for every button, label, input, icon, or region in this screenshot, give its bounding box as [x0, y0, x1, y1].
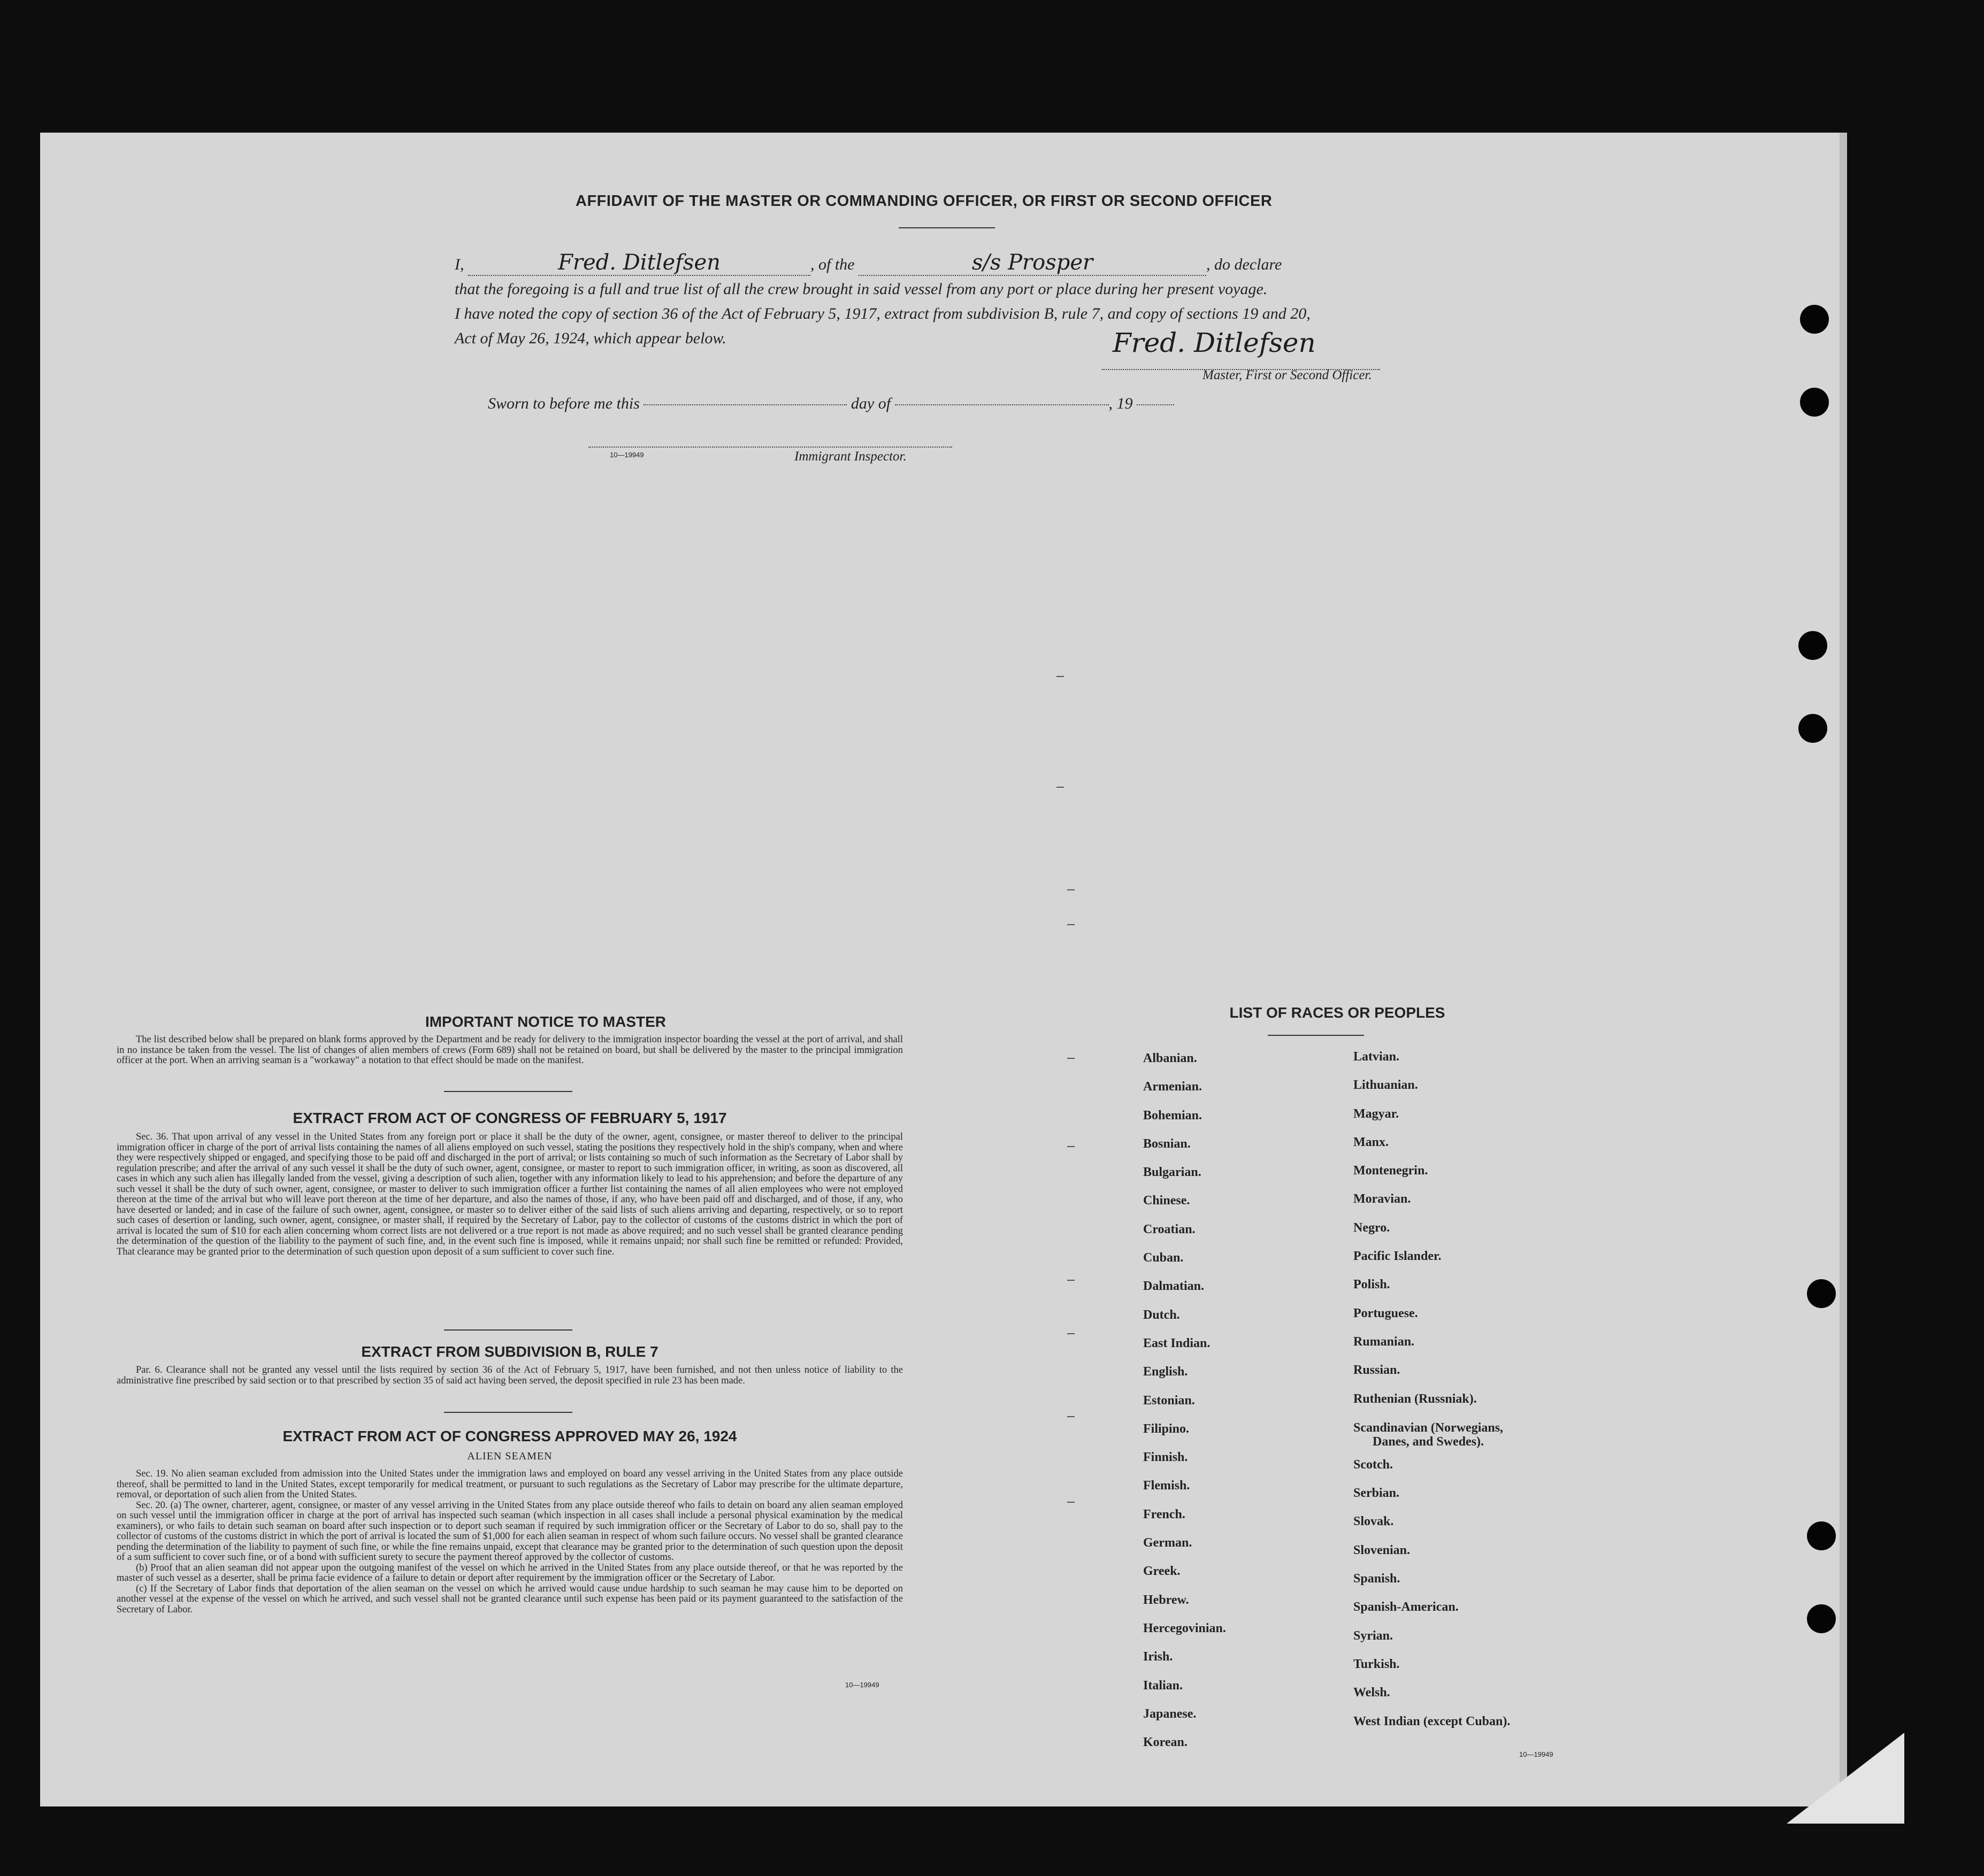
race-item: Rumanian.: [1353, 1334, 1415, 1349]
race-item: Dutch.: [1143, 1308, 1180, 1322]
paragraph-6-text: Par. 6. Clearance shall not be granted any vessel until the lists required by section 36 of the Act of February 5, 1917, have been furnished, and not then unless notice of liability to the administrative fine prescribed by said section or to that prescribed by section 35 of said act having been served, the deposit specified in rule 23 has been made.: [117, 1365, 903, 1386]
race-item: Japanese.: [1143, 1706, 1197, 1721]
race-item: Portuguese.: [1353, 1306, 1418, 1320]
race-item: Magyar.: [1353, 1106, 1399, 1121]
section-19-text: Sec. 19. No alien seaman excluded from admission into the United States under the immigration laws and employed on board any vessel arriving in the United States from any place outside thereof, shall be permitted to land in the United States, except temporarily for medical treatment, or pursuant to such regulations as the Secretary of Labor may prescribe for the ultimate departure, removal, or deportation of such alien from the United States.: [117, 1468, 903, 1500]
sworn-prefix: Sworn to before me this: [488, 395, 640, 412]
punch-hole: [1798, 631, 1827, 660]
signature-caption: Master, First or Second Officer.: [1202, 368, 1372, 382]
extract-1924-body: [117, 1469, 903, 1615]
race-item: Spanish-American.: [1353, 1600, 1459, 1614]
race-item: Slovak.: [1353, 1514, 1394, 1529]
sworn-month-blank: [895, 404, 1109, 405]
race-item: Bulgarian.: [1143, 1165, 1201, 1180]
section-36-text: Sec. 36. That upon arrival of any vessel in the United States from any foreign port or place it shall be the duty of the owner, agent, consignee, or master thereof to deliver to the principal immigration officer in charge of the port of arrival lists containing the names of all aliens employed on such vessel, stating the positions they respectively hold in the ship's company, when and where they were respectively shipped or engaged, and specifying those to be paid off and discharged in the port of arrival; or lists containing so much of such information as the Secretary of Labor shall by regulation prescribe; and after the arrival of any such vessel it shall be the duty of such owner, agent, consignee, or master to report to such immigration officer, in writing, as soon as discovered, all cases in which any such alien has illegally landed from the vessel, giving a description of such alien, together with any information likely to lead to his apprehension; and before the departure of any such vessel it shall be the duty of such owner, agent, consignee, or master to deliver to such immigration officer a further list containing the names of all alien employees who were not employed thereon at the time of the arrival but who will leave port thereon at the time of her departure, and also the names of those, if any, who have been paid off and discharged, and of those, if any, who have deserted or landed; and in case of the failure of such owner, agent, consignee, or master so to deliver either of the said lists of such aliens arriving and departing, respectively, or so to report such cases of desertion or landing, such owner, agent, consignee, or master shall, if required by the Secretary of Labor, pay to the collector of customs of the customs district in which the port of arrival is located the sum of $10 for each alien concerning whom correct lists are not delivered or a true report is not made as above required; and no such vessel shall be granted clearance pending the determination of the question of the liability to the payment of such fine, and, in the event such fine is imposed, while it remains unpaid; nor shall such fine be remitted or refunded: Provided, That clearance may be granted prior to the determination of such question upon deposit of a sum sufficient to cover such fine.: [117, 1132, 903, 1257]
punch-hole: [1798, 714, 1827, 743]
affidavit-line-1: [455, 250, 1466, 277]
race-item: West Indian (except Cuban).: [1353, 1714, 1511, 1728]
race-item: Korean.: [1143, 1735, 1188, 1750]
rule-7-body: [117, 1365, 903, 1386]
race-item: Irish.: [1143, 1650, 1173, 1664]
inspector-signature-line: [588, 447, 952, 448]
race-item: Latvian.: [1353, 1050, 1400, 1064]
race-item: Moravian.: [1353, 1192, 1411, 1206]
vessel-name-handwritten: s/s Prosper: [859, 250, 1206, 276]
race-item: Chinese.: [1143, 1194, 1190, 1208]
sworn-year-label: , 19: [1108, 395, 1133, 412]
notice-body: [117, 1035, 903, 1066]
notice-title: IMPORTANT NOTICE TO MASTER: [425, 1013, 667, 1030]
race-item: German.: [1143, 1536, 1192, 1550]
extract-1924-subtitle: ALIEN SEAMEN: [467, 1450, 553, 1462]
race-item: French.: [1143, 1507, 1185, 1521]
race-item: Russian.: [1353, 1363, 1400, 1378]
section-divider: [444, 1329, 572, 1331]
punch-hole: [1800, 305, 1829, 334]
race-item: Polish.: [1353, 1278, 1390, 1292]
race-item: Filipino.: [1143, 1421, 1190, 1436]
document-title: AFFIDAVIT OF THE MASTER OR COMMANDING OFFICER, OR FIRST OR SECOND OFFICER: [576, 193, 1273, 210]
extract-1917-body: [117, 1132, 903, 1257]
race-item: Negro.: [1353, 1220, 1390, 1235]
sworn-year-blank: [1137, 404, 1174, 405]
punch-hole: [1807, 1604, 1836, 1633]
races-column-1: [1143, 1044, 1226, 1757]
sworn-day-label: day of: [851, 395, 891, 412]
race-item: Welsh.: [1353, 1686, 1390, 1700]
title-divider: [899, 227, 995, 228]
race-item: Bosnian.: [1143, 1136, 1191, 1151]
race-item: Lithuanian.: [1353, 1078, 1418, 1093]
inspector-caption: Immigrant Inspector.: [794, 449, 907, 464]
notice-text: The list described below shall be prepared on blank forms approved by the Department and be ready for delivery to the immigration inspector boarding the vessel at the port of arrival, and shall in no instance be taken from the vessel. The list of changes of alien members of crews (Form 689) shall not be retained on board, but shall be delivered by the master to the principal immigration officer at the port. When an arriving seaman is a "workaway" a notation to that effect should be made on the manifest.: [117, 1034, 903, 1066]
extract-1924-title: EXTRACT FROM ACT OF CONGRESS APPROVED MAY 26, 1924: [282, 1428, 737, 1444]
race-item: Estonian.: [1143, 1393, 1195, 1408]
section-20b-text: (b) Proof that an alien seaman did not appear upon the outgoing manifest of the vessel on which he arrived in the United States from any place outside thereof, or that he was reported by the master of such vessel as a deserter, shall be prima facie evidence of a failure to detain or deport after requirement by the immigration officer or the Secretary of Labor.: [117, 1562, 903, 1583]
punch-hole: [1807, 1521, 1836, 1550]
race-item: Bohemian.: [1143, 1108, 1202, 1122]
race-item: Turkish.: [1353, 1657, 1400, 1671]
section-20a-text: Sec. 20. (a) The owner, charterer, agent, consignee, or master of any vessel arriving in the United States from any place outside thereof who fails to detain on board any alien seaman employed on such vessel until the immigration officer in charge at the port of arrival has inspected such seaman (which inspection in all cases shall include a personal physical examination by the medical examiners), or who fails to detain such seaman on board after such inspection or to deport such seaman if required by such immigration officer or the Secretary of Labor to do so, shall pay to the collector of customs of the customs district in which the port of arrival is located the sum of $1,000 for each alien seaman in respect of whom such failure occurs. No vessel shall be granted clearance pending the determination of the liability to payment of such fine, or while the fine remains unpaid, except that clearance may be granted prior to the determination of such question upon the deposit of a sum sufficient to cover such fine, or of a bond with sufficient surety to secure the payment thereof approved by the collector of customs.: [117, 1500, 903, 1563]
race-item: Albanian.: [1143, 1051, 1197, 1065]
affidavit-line-2: that the foregoing is a full and true list of all the crew brought in said vessel from any port or place during her present voyage.: [455, 280, 1268, 298]
section-divider: [444, 1091, 572, 1092]
race-item: Croatian.: [1143, 1222, 1196, 1236]
races-title: LIST OF RACES OR PEOPLES: [1229, 1004, 1445, 1021]
race-item: Serbian.: [1353, 1486, 1400, 1501]
race-item: Syrian.: [1353, 1628, 1393, 1643]
page-edge-shadow: [1840, 133, 1847, 1806]
declare-label: , do declare: [1206, 256, 1282, 273]
race-item: Ruthenian (Russniak).: [1353, 1391, 1477, 1406]
race-item: English.: [1143, 1365, 1188, 1379]
races-column-2: [1353, 1043, 1510, 1736]
race-item: Cuban.: [1143, 1251, 1184, 1265]
race-item: Pacific Islander.: [1353, 1249, 1442, 1264]
form-number-bottom-right: 10—19949: [1519, 1750, 1553, 1758]
master-name-handwritten: Fred. Ditlefsen: [468, 250, 810, 276]
of-the-label: , of the: [810, 256, 855, 273]
race-item: Hercegovinian.: [1143, 1621, 1226, 1635]
sworn-date-blank: [644, 404, 847, 405]
affidavit-prefix: I,: [455, 256, 464, 273]
races-title-underline: [1268, 1035, 1364, 1036]
race-item: Finnish.: [1143, 1450, 1188, 1465]
race-item: Greek.: [1143, 1564, 1181, 1579]
race-item: Dalmatian.: [1143, 1279, 1204, 1294]
race-item: Spanish.: [1353, 1572, 1400, 1586]
sworn-line: [488, 395, 1174, 413]
race-item: Scandinavian (Norwegians,: [1353, 1420, 1504, 1435]
rule-7-title: EXTRACT FROM SUBDIVISION B, RULE 7: [361, 1343, 658, 1360]
race-item: Hebrew.: [1143, 1593, 1189, 1607]
race-item: East Indian.: [1143, 1336, 1211, 1350]
master-signature: Fred. Ditlefsen: [1113, 327, 1316, 358]
race-item: Flemish.: [1143, 1479, 1190, 1493]
race-item: Montenegrin.: [1353, 1164, 1428, 1178]
section-20c-text: (c) If the Secretary of Labor finds that deportation of the alien seaman on the vessel on which he arrived would cause undue hardship to such seaman he may cause him to be deported on another vessel at the expense of the vessel on which he arrived, and such vessel shall not be granted clearance until such expense has been paid or its payment guaranteed to the satisfaction of the Secretary of Labor.: [117, 1583, 903, 1615]
punch-hole: [1807, 1279, 1836, 1308]
form-number-bottom-left: 10—19949: [845, 1681, 879, 1689]
extract-1917-title: EXTRACT FROM ACT OF CONGRESS OF FEBRUARY 5, 1917: [293, 1110, 727, 1126]
affidavit-line-4: Act of May 26, 1924, which appear below.: [455, 329, 726, 347]
affidavit-line-3: I have noted the copy of section 36 of the Act of February 5, 1917, extract from subdivision B, rule 7, and copy of sections 19 and 20,: [455, 305, 1311, 322]
race-item: Manx.: [1353, 1135, 1389, 1149]
punch-hole: [1800, 388, 1829, 417]
section-divider: [444, 1412, 572, 1413]
form-number-top: 10—19949: [610, 451, 644, 459]
race-item: Italian.: [1143, 1678, 1183, 1693]
race-item: Slovenian.: [1353, 1543, 1411, 1557]
race-item: Armenian.: [1143, 1080, 1202, 1094]
race-item: Danes, and Swedes).: [1373, 1434, 1484, 1449]
race-item: Scotch.: [1353, 1457, 1393, 1472]
